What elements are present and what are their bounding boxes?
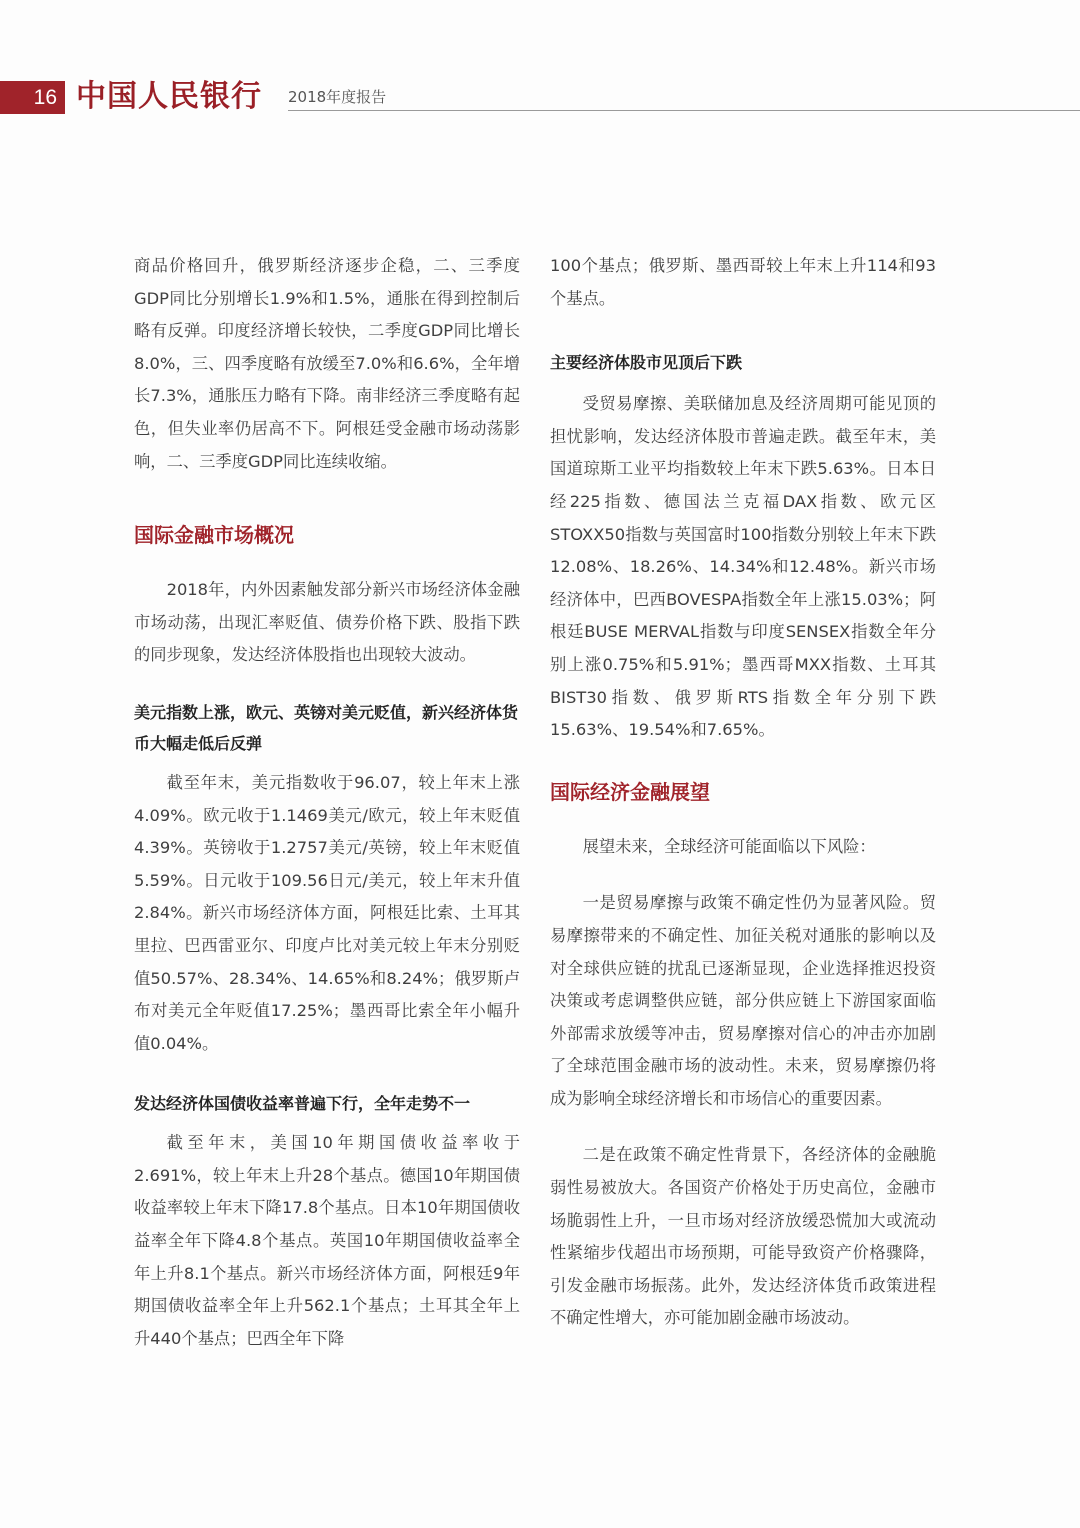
paragraph-risk-financial-fragility: 二是在政策不确定性背景下，各经济体的金融脆弱性易被放大。各国资产价格处于历史高位，金融市场脆弱性上升，一旦市场对经济放缓恐慌加大或流动性紧缩步伐超出市场预期，可能导致资产价格骤降，引发金融市场振荡。此外，发达经济体货币政策进程不确定性增大，亦可能加剧金融市场波动。 — [550, 1145, 936, 1328]
subheading-currency: 美元指数上涨，欧元、英镑对美元贬值，新兴经济体货币大幅走低后反弹 — [134, 702, 519, 753]
left-column — [134, 250, 520, 1355]
paragraph-economy-overview: 商品价格回升，俄罗斯经济逐步企稳，二、三季度GDP同比分别增长1.9%和1.5%，通胀在得到控制后略有反弹。印度经济增长较快，二季度GDP同比增长8.0%，三、四季度略有放缓至7.0%和6.6%，全年增长7.3%，通胀压力略有下降。南非经济三季度略有起色，但失业率仍居高不下。阿根廷受金融市场动荡影响，二、三季度GDP同比连续收缩。 — [134, 256, 520, 471]
paragraph-outlook-intro: 展望未来，全球经济可能面临以下风险： — [582, 836, 876, 856]
subheading-bond-yields: 发达经济体国债收益率普遍下行，全年走势不一 — [134, 1094, 471, 1114]
paragraph-bond-yields: 截至年末，美国10年期国债收益率收于2.691%，较上年末上升28个基点。德国10年期国债收益率较上年末下降17.8个基点。日本10年期国债收益率全年下降4.8个基点。英国10年期国债收益率全年上升8.1个基点。新兴市场经济体方面，阿根廷9年期国债收益率全年上升562.1个基点；土耳其全年上升440个基点；巴西全年下降 — [134, 1133, 520, 1348]
paragraph-financial-markets-intro: 2018年，内外因素触发部分新兴市场经济体金融市场动荡，出现汇率贬值、债券价格下跌、股指下跌的同步现象，发达经济体股指也出现较大波动。 — [134, 580, 520, 665]
page-header — [0, 78, 1080, 118]
paragraph-stock-markets: 受贸易摩擦、美联储加息及经济周期可能见顶的担忧影响，发达经济体股市普遍走跌。截至年末，美国道琼斯工业平均指数较上年末下跌5.63%。日本日经225指数、德国法兰克福DAX指数、欧元区STOXX50指数与英国富时100指数分别较上年末下跌12.08%、18.26%、14.34%和12.48%。新兴市场经济体中，巴西BOVESPA指数全年上涨15.03%；阿根廷BUSE MERVAL指数与印度SENSEX指数全年分别上涨0.75%和5.91%；墨西哥MXX指数、土耳其BIST30指数、俄罗斯RTS指数全年分别下跌15.63%、19.54%和7.65%。 — [550, 394, 936, 740]
header-divider — [288, 110, 1080, 111]
section-heading-outlook: 国际经济金融展望 — [550, 779, 710, 804]
paragraph-currency: 截至年末，美元指数收于96.07，较上年末上涨4.09%。欧元收于1.1469美元/欧元，较上年末贬值4.39%。英镑收于1.2757美元/英镑，较上年末贬值5.59%。日元收于109.56日元/美元，较上年末升值2.84%。新兴市场经济体方面，阿根廷比索、土耳其里拉、巴西雷亚尔、印度卢比对美元较上年末分别贬值50.57%、28.34%、14.65%和8.24%；俄罗斯卢布对美元全年贬值17.25%；墨西哥比索全年小幅升值0.04%。 — [134, 772, 520, 1053]
bank-name-logo: 中国人民银行 — [76, 79, 262, 114]
paragraph-bond-yields-continued: 100个基点；俄罗斯、墨西哥较上年末上升114和93个基点。 — [550, 256, 936, 308]
section-heading-financial-markets: 国际金融市场概况 — [134, 523, 294, 548]
page-number: 16 — [0, 81, 65, 114]
subheading-stock-markets: 主要经济体股市见顶后下跌 — [550, 353, 743, 373]
paragraph-risk-trade-friction: 一是贸易摩擦与政策不确定性仍为显著风险。贸易摩擦带来的不确定性、加征关税对通胀的影响以及对全球供应链的扰乱已逐渐显现，企业选择推迟投资决策或考虑调整供应链，部分供应链上下游国家面临外部需求放缓等冲击，贸易摩擦对信心的冲击亦加剧了全球范围金融市场的波动性。未来，贸易摩擦仍将成为影响全球经济增长和市场信心的重要因素。 — [550, 893, 936, 1108]
right-column — [550, 250, 936, 1335]
report-title: 2018年度报告 — [288, 88, 387, 106]
